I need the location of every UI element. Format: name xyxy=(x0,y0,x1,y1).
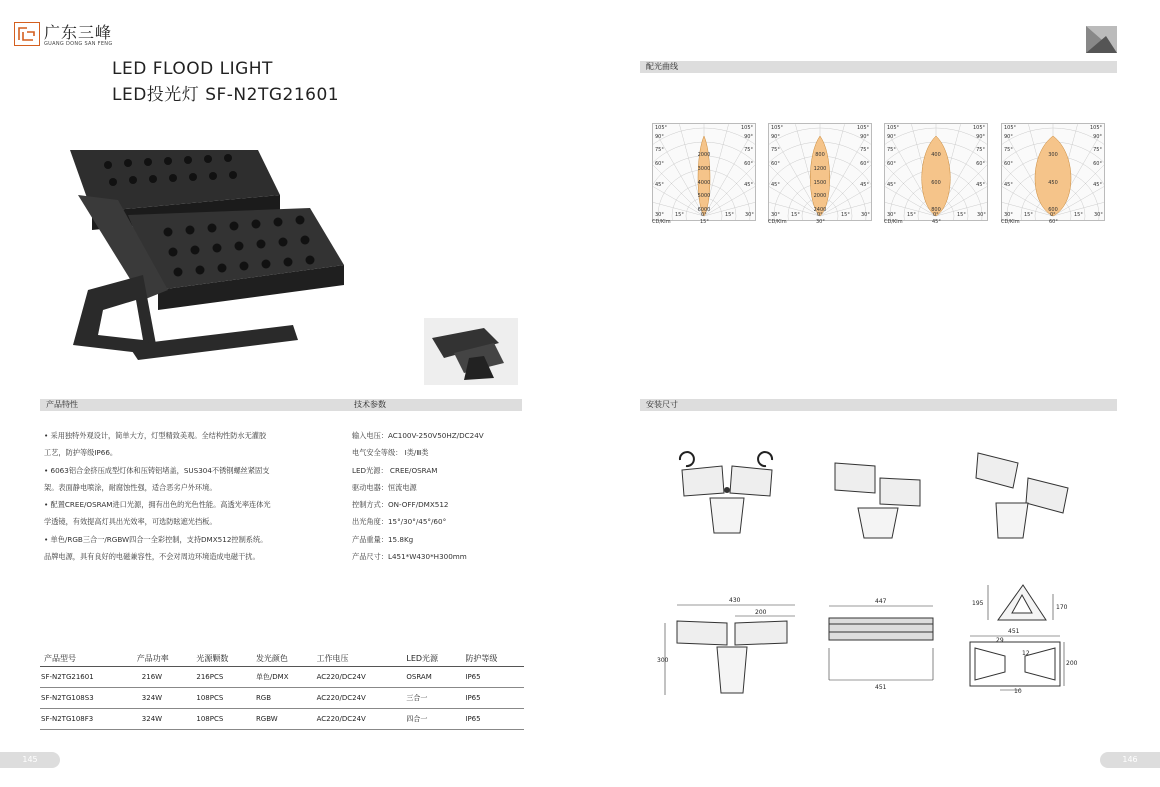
polar-caption xyxy=(652,219,756,225)
brand-logo-icon xyxy=(14,22,40,46)
angle-label: 15° xyxy=(907,212,916,218)
table-cell: AC220/DC24V xyxy=(316,709,406,730)
polar-caption xyxy=(1001,219,1105,225)
angle-label: 105° xyxy=(887,125,900,131)
angle-label: 15° xyxy=(675,212,684,218)
spec-line: 控制方式：ON-OFF/DMX512 xyxy=(352,500,449,510)
install-view-1 xyxy=(672,448,787,553)
table-cell: OSRAM xyxy=(405,667,464,688)
table-cell: SF-N2TG108S3 xyxy=(40,688,136,709)
dimension-bracket-view xyxy=(968,580,1078,625)
angle-label: 45° xyxy=(860,182,869,188)
intensity-value-label: 450 xyxy=(1048,179,1058,186)
intensity-value-label: 3000 xyxy=(697,165,711,172)
dim-label: 451 xyxy=(875,684,887,691)
angle-label: 60° xyxy=(976,161,985,167)
angle-label: 30° xyxy=(655,212,664,218)
angle-label: 75° xyxy=(1093,147,1102,153)
dim-label: 200 xyxy=(1066,660,1078,667)
angle-label: 90° xyxy=(976,134,985,140)
angle-label: 45° xyxy=(771,182,780,188)
specs-heading: 技术参数 xyxy=(354,400,386,409)
angle-label: 90° xyxy=(744,134,753,140)
install-view-2 xyxy=(830,458,930,543)
angle-label: 105° xyxy=(856,125,869,131)
dimension-front-view xyxy=(655,595,805,700)
angle-label: 90° xyxy=(655,134,664,140)
table-cell: RGBW xyxy=(255,709,316,730)
table-header: 工作电压 xyxy=(316,650,406,667)
specs-list xyxy=(352,427,484,565)
table-header: 光源颗数 xyxy=(195,650,255,667)
intensity-value-label: 1500 xyxy=(813,179,827,186)
angle-label: 30° xyxy=(771,212,780,218)
spec-line: 电气安全等级： Ⅰ类/Ⅲ类 xyxy=(352,448,429,458)
table-cell: IP65 xyxy=(464,667,524,688)
angle-label: 60° xyxy=(1093,161,1102,167)
intensity-value-label: 800 xyxy=(815,152,825,158)
table-cell: SF-N2TG108F3 xyxy=(40,709,136,730)
angle-label: 15° xyxy=(791,212,800,218)
intensity-value-label: 400 xyxy=(931,152,941,158)
table-cell: SF-N2TG21601 xyxy=(40,667,136,688)
product-title-cn: LED投光灯 SF-N2TG21601 xyxy=(112,85,340,105)
table-cell: IP65 xyxy=(464,688,524,709)
intensity-value-label: 2000 xyxy=(813,193,827,200)
angle-label: 105° xyxy=(771,125,784,131)
polar-unit: CD/Klm xyxy=(768,219,787,225)
angle-label: 30° xyxy=(745,212,754,218)
angle-label: 15° xyxy=(841,212,850,218)
table-header: 防护等级 xyxy=(464,650,524,667)
feature-line: • 采用独特外观设计，简单大方，灯型精致美观。全结构性防水无灌胶 xyxy=(44,431,267,440)
angle-label: 60° xyxy=(887,161,896,167)
table-cell: IP65 xyxy=(464,709,524,730)
feature-line: • 6063铝合金挤压成型灯体和压铸铝堵盖，SUS304不锈钢螺丝紧固支 xyxy=(44,465,270,475)
feature-line: 架。表面静电喷涂，耐腐蚀性强，适合恶劣户外环境。 xyxy=(44,482,217,492)
feature-line: 品牌电源，具有良好的电磁兼容性，不会对周边环境造成电磁干扰。 xyxy=(44,552,260,562)
angle-label: 105° xyxy=(1089,125,1102,131)
angle-label: 60° xyxy=(744,161,753,167)
feature-line: 学透镜，有效提高灯具出光效率，可选防眩遮光挡板。 xyxy=(44,517,217,527)
table-cell: 324W xyxy=(136,688,196,709)
angle-label: 30° xyxy=(1004,212,1013,218)
angle-label: 15° xyxy=(1024,212,1033,218)
brand-name-en: GUANG DONG SAN FENG xyxy=(44,41,113,47)
table-header: 产品功率 xyxy=(136,650,196,667)
table-header: LED光源 xyxy=(405,650,464,667)
angle-label: 105° xyxy=(740,125,753,131)
polar-beam-angle: 15° xyxy=(700,219,709,225)
angle-label: 30° xyxy=(1094,212,1103,218)
table-cell: 四合一 xyxy=(405,709,464,730)
intensity-value-label: 2400 xyxy=(813,207,827,213)
light-curve-heading: 配光曲线 xyxy=(646,62,678,71)
angle-label: 60° xyxy=(860,161,869,167)
brand-name-cn: 广东三峰 xyxy=(44,23,113,42)
table-header: 发光颜色 xyxy=(255,650,316,667)
angle-label: 105° xyxy=(972,125,985,131)
angle-label: 45° xyxy=(976,182,985,188)
angle-label: 0° xyxy=(1050,212,1056,218)
product-thumbnail-image xyxy=(424,318,518,385)
page-number-left: 145 xyxy=(0,752,60,768)
install-size-heading: 安装尺寸 xyxy=(646,400,678,409)
polar-diagram xyxy=(884,123,988,221)
dimension-side-view xyxy=(823,598,938,695)
angle-label: 105° xyxy=(655,125,668,131)
intensity-value-label: 6000 xyxy=(697,207,711,213)
spec-line: 输入电压：AC100V-250V50HZ/DC24V xyxy=(352,431,484,440)
spec-line: LED光源： CREE/OSRAM xyxy=(352,465,438,475)
polar-caption xyxy=(884,219,988,225)
angle-label: 90° xyxy=(887,134,896,140)
angle-label: 75° xyxy=(655,147,664,153)
angle-label: 45° xyxy=(1004,182,1013,188)
angle-label: 15° xyxy=(957,212,966,218)
dim-label: 170 xyxy=(1056,604,1068,611)
dim-label: 12 xyxy=(1022,650,1030,657)
angle-label: 60° xyxy=(771,161,780,167)
intensity-value-label: 600 xyxy=(1048,207,1058,213)
polar-beam-angle: 45° xyxy=(932,219,941,225)
polar-unit: CD/Klm xyxy=(884,219,903,225)
feature-line: 工艺，防护等级IP66。 xyxy=(44,448,118,458)
polar-diagram xyxy=(652,123,756,221)
intensity-value-label: 300 xyxy=(1048,152,1058,158)
intensity-value-label: 1200 xyxy=(813,165,827,172)
angle-label: 90° xyxy=(1093,134,1102,140)
polar-beam-angle: 30° xyxy=(816,219,825,225)
table-cell: 108PCS xyxy=(195,709,255,730)
dim-label: 451 xyxy=(1008,628,1020,635)
table-cell: 216PCS xyxy=(195,667,255,688)
product-main-image xyxy=(48,140,348,385)
intensity-value-label: 5000 xyxy=(697,193,711,200)
polar-diagram xyxy=(768,123,872,221)
angle-label: 30° xyxy=(887,212,896,218)
table-cell: 108PCS xyxy=(195,688,255,709)
polar-diagram xyxy=(1001,123,1105,221)
angle-label: 45° xyxy=(655,182,664,188)
feature-line: • 配置CREE/OSRAM进口光源，拥有出色的光色性能。高透光率连体光 xyxy=(44,500,271,510)
angle-label: 45° xyxy=(744,182,753,188)
table-row xyxy=(40,667,524,688)
angle-label: 75° xyxy=(887,147,896,153)
angle-label: 75° xyxy=(1004,147,1013,153)
spec-line: 出光角度：15°/30°/45°/60° xyxy=(352,517,447,527)
angle-label: 105° xyxy=(1004,125,1017,131)
dim-label: 10 xyxy=(1014,688,1022,695)
dim-label: 300 xyxy=(657,657,669,664)
table-row xyxy=(40,709,524,730)
dim-label: 447 xyxy=(875,598,887,605)
intensity-value-label: 2000 xyxy=(697,152,711,158)
dim-label: 195 xyxy=(972,600,984,607)
angle-label: 0° xyxy=(933,212,939,218)
polar-caption xyxy=(768,219,872,225)
page-number-right: 146 xyxy=(1100,752,1160,768)
table-header-row xyxy=(40,650,524,667)
feature-line: • 单色/RGB三合一/RGBW四合一全彩控制，支持DMX512控制系统。 xyxy=(44,534,268,544)
angle-label: 30° xyxy=(977,212,986,218)
angle-label: 75° xyxy=(744,147,753,153)
angle-label: 60° xyxy=(655,161,664,167)
polar-unit: CD/Klm xyxy=(652,219,671,225)
dim-label: 29 xyxy=(996,637,1004,644)
angle-label: 0° xyxy=(817,212,823,218)
dim-label: 200 xyxy=(755,609,767,616)
spec-line: 产品尺寸：L451*W430*H300mm xyxy=(352,552,467,562)
angle-label: 30° xyxy=(861,212,870,218)
spec-line: 产品重量：15.8Kg xyxy=(352,534,414,544)
features-list xyxy=(44,427,334,565)
features-heading: 产品特性 xyxy=(46,400,78,409)
table-cell: AC220/DC24V xyxy=(316,667,406,688)
table-cell: 三合一 xyxy=(405,688,464,709)
spec-line: 驱动电器：恒流电源 xyxy=(352,482,417,492)
table-cell: 324W xyxy=(136,709,196,730)
table-cell: AC220/DC24V xyxy=(316,688,406,709)
angle-label: 15° xyxy=(725,212,734,218)
install-view-3 xyxy=(968,448,1088,543)
dimension-top-view xyxy=(960,628,1080,696)
angle-label: 90° xyxy=(1004,134,1013,140)
angle-label: 75° xyxy=(771,147,780,153)
section-bar-install-size xyxy=(640,399,1117,411)
polar-unit: CD/Klm xyxy=(1001,219,1020,225)
section-bar-left xyxy=(40,399,522,411)
table-header: 产品型号 xyxy=(40,650,136,667)
table-row xyxy=(40,688,524,709)
angle-label: 75° xyxy=(860,147,869,153)
section-bar-light-curve xyxy=(640,61,1117,73)
angle-label: 90° xyxy=(771,134,780,140)
intensity-value-label: 600 xyxy=(931,179,941,186)
angle-label: 45° xyxy=(887,182,896,188)
angle-label: 15° xyxy=(1074,212,1083,218)
table-cell: 216W xyxy=(136,667,196,688)
table-cell: RGB xyxy=(255,688,316,709)
product-title-en: LED FLOOD LIGHT xyxy=(112,59,273,79)
angle-label: 75° xyxy=(976,147,985,153)
polar-beam-angle: 60° xyxy=(1049,219,1058,225)
angle-label: 0° xyxy=(701,212,707,218)
angle-label: 60° xyxy=(1004,161,1013,167)
intensity-value-label: 800 xyxy=(931,207,941,213)
intensity-value-label: 4000 xyxy=(697,179,711,186)
corner-decoration xyxy=(1086,26,1117,53)
angle-label: 90° xyxy=(860,134,869,140)
dim-label: 430 xyxy=(729,597,741,604)
angle-label: 45° xyxy=(1093,182,1102,188)
models-table xyxy=(40,650,524,730)
table-cell: 单色/DMX xyxy=(255,667,316,688)
